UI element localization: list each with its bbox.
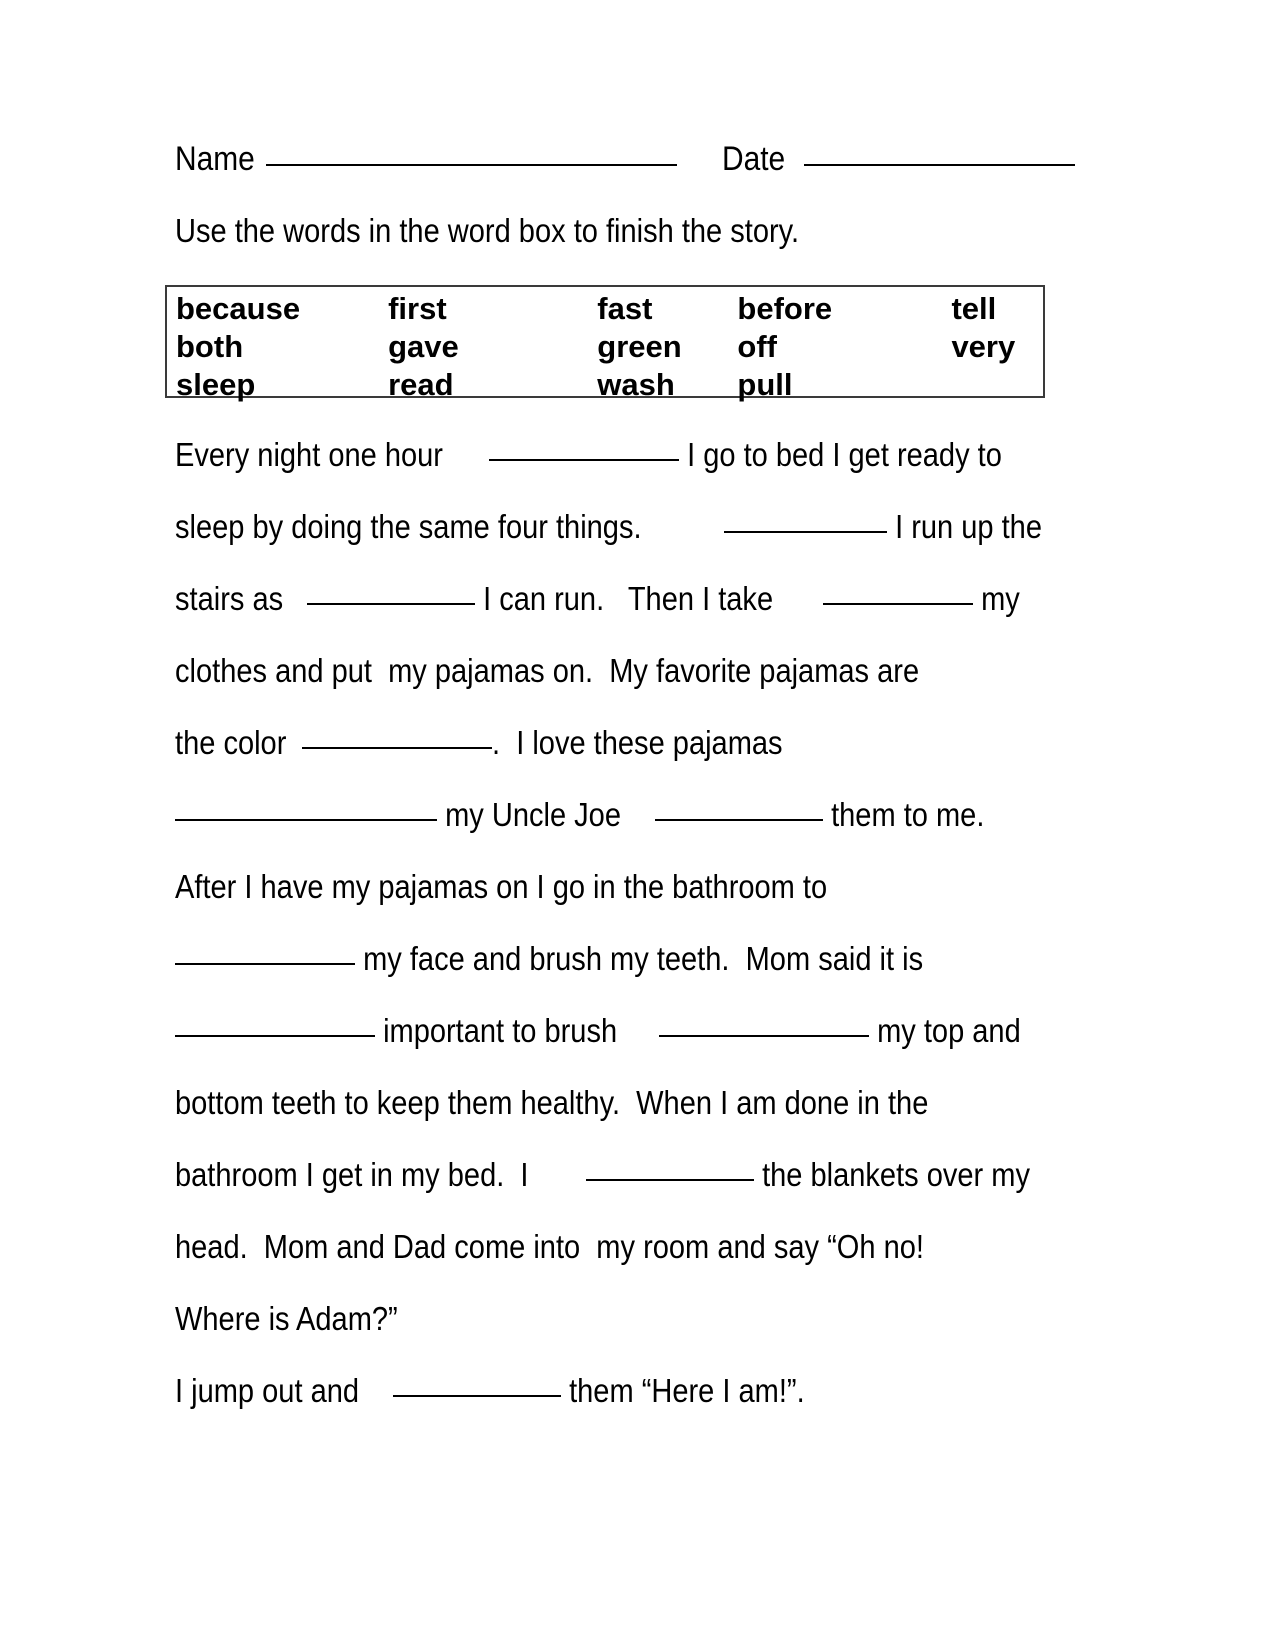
story-text: sleep by doing the same four things. [175,508,658,545]
story-line [175,1300,1075,1372]
story-text: I go to bed I get ready to [678,436,1002,473]
word-box-word[interactable] [176,329,388,365]
word-box [165,285,1045,402]
word-box-word[interactable] [597,367,737,403]
word-box-word-text: both [176,329,244,364]
name-label: Name [175,140,255,178]
word-box-word-text: sleep [176,367,256,402]
word-box-word-text: green [597,329,682,364]
answer-blank[interactable] [823,603,973,605]
answer-blank[interactable] [302,747,492,749]
story-line [175,724,1075,796]
story-text: my [972,580,1020,617]
word-box-word-text: tell [951,291,997,326]
word-box-word-text: read [388,367,454,402]
story-text: them to me. [823,796,985,833]
story-line [175,1372,1075,1444]
word-box-word-text: very [951,329,1016,364]
story-text: my face and brush my teeth. Mom said it is [355,940,924,977]
story-line [175,508,1075,580]
word-box-word[interactable] [176,367,388,403]
answer-blank[interactable] [175,1035,375,1037]
word-box-word-text: fast [597,291,653,326]
story-text: my top and [869,1012,1022,1049]
story-line [175,1156,1075,1228]
story-text: I can run. Then I take [475,580,782,617]
story-text: . I love these pajamas [491,724,783,761]
story-text: bottom teeth to keep them healthy. When I am done in the [175,1084,929,1121]
story-line [175,868,1075,940]
word-box-word-text: because [176,291,301,326]
answer-blank[interactable] [393,1395,561,1397]
story-text: them “Here I am!”. [561,1372,805,1409]
word-box-word-text: gave [388,329,459,364]
story-line [175,1012,1075,1084]
story-line [175,1228,1075,1300]
word-box-word-text: wash [597,367,675,402]
story-text: stairs as [175,580,292,617]
story-text: clothes and put my pajamas on. My favorite pajamas are [175,652,920,689]
story-line [175,580,1075,652]
story-text: After I have my pajamas on I go in the bathroom to [175,868,828,905]
answer-blank[interactable] [586,1179,754,1181]
word-box-word[interactable] [597,291,737,327]
word-box-word[interactable] [388,291,597,327]
date-label: Date [722,140,786,178]
story-text: Every night one hour [175,436,452,473]
word-box-word[interactable] [597,329,737,365]
story-body [175,436,1075,1444]
word-box-word[interactable] [388,367,597,403]
story-line [175,652,1075,724]
word-box-word-text: first [388,291,447,326]
story-text: the color [175,724,287,761]
word-box-grid [176,291,1039,405]
name-write-line[interactable] [266,163,677,166]
word-box-word-text: pull [737,367,793,402]
answer-blank[interactable] [724,531,887,533]
word-box-word[interactable] [737,291,951,327]
story-text: Where is Adam?” [175,1300,398,1337]
story-text: my Uncle Joe [437,796,630,833]
story-line [175,436,1075,508]
answer-blank[interactable] [175,963,355,965]
story-text: I run up the [886,508,1042,545]
date-write-line[interactable] [804,163,1075,166]
story-text: the blankets over my [753,1156,1030,1193]
instruction-text: Use the words in the word box to finish the story. [175,212,800,249]
word-box-word-text: before [737,291,833,326]
answer-blank[interactable] [489,459,679,461]
story-line [175,796,1075,868]
word-box-word[interactable] [951,329,1039,365]
answer-blank[interactable] [307,603,475,605]
story-text: important to brush [375,1012,626,1049]
word-box-word[interactable] [737,329,951,365]
story-text: head. Mom and Dad come into my room and say “Oh no! [175,1228,924,1265]
story-text: I jump out and [175,1372,368,1409]
answer-blank[interactable] [655,819,823,821]
word-box-word-text: off [737,329,777,364]
word-box-row [176,367,1039,405]
story-line [175,940,1075,1012]
word-box-word[interactable] [388,329,597,365]
answer-blank[interactable] [659,1035,869,1037]
word-box-row [176,329,1039,367]
answer-blank[interactable] [175,819,437,821]
word-box-row [176,291,1039,329]
story-line [175,1084,1075,1156]
word-box-word[interactable] [951,291,1039,327]
story-text: bathroom I get in my bed. I [175,1156,537,1193]
word-box-word[interactable] [176,291,388,327]
word-box-word[interactable] [737,367,951,403]
name-date-row [175,140,1075,186]
